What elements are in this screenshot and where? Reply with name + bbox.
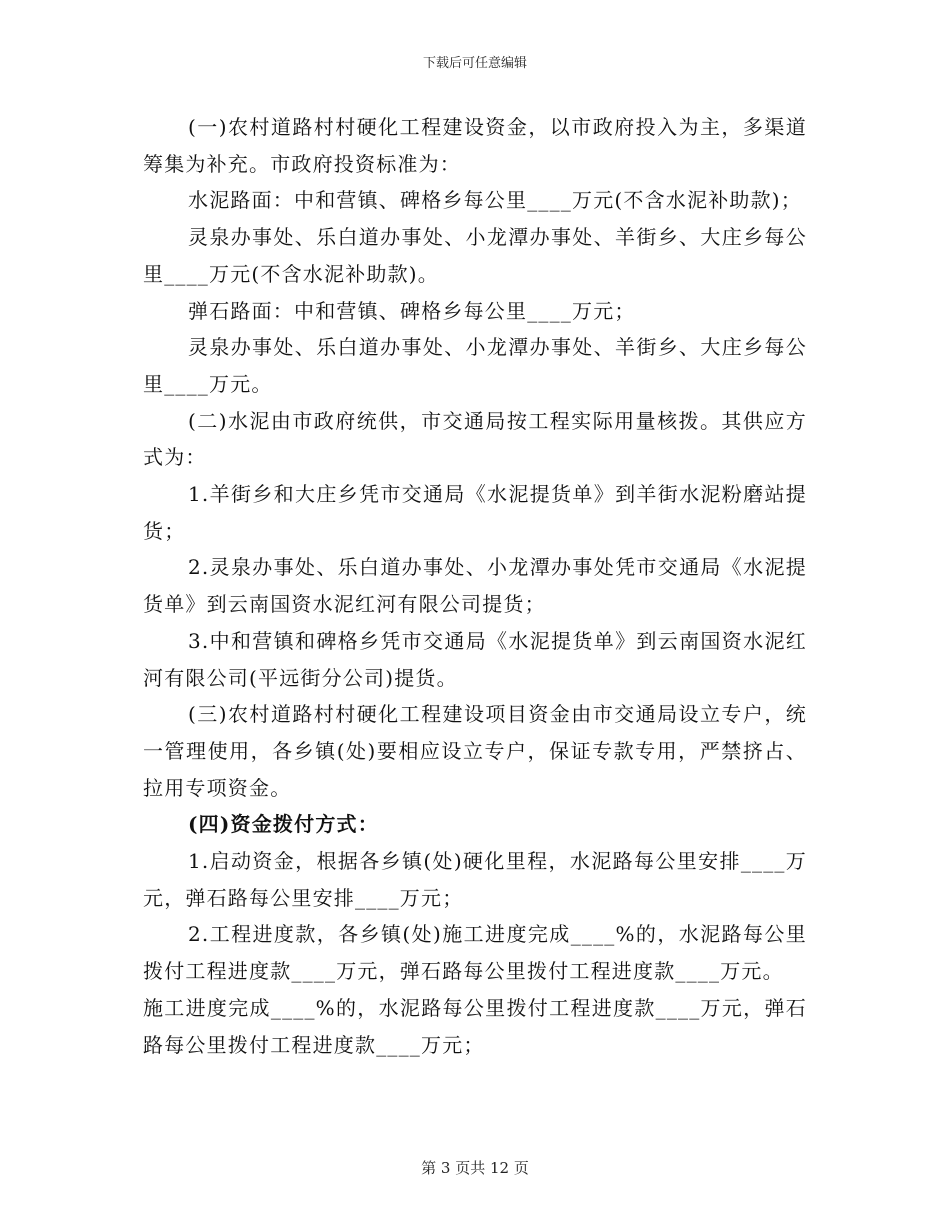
paragraph-7: 1.羊街乡和大庄乡凭市交通局《水泥提货单》到羊街水泥粉磨站提货；: [143, 482, 807, 543]
paragraph-2: 水泥路面：中和营镇、碑格乡每公里____万元(不含水泥补助款)；: [188, 188, 803, 213]
paragraph-8: 2.灵泉办事处、乐白道办事处、小龙潭办事处凭市交通局《水泥提货单》到云南国资水泥红河有限公司提货；: [143, 555, 807, 617]
paragraph-4: 弹石路面：中和营镇、碑格乡每公里____万元；: [188, 298, 636, 323]
paragraph-1: (一)农村道路村村硬化工程建设资金，以市政府投入为主，多渠道筹集为补充。市政府投资标准为：: [143, 115, 807, 176]
page-footer: 第 3 页共 12 页: [421, 1159, 529, 1177]
paragraph-10: (三)农村道路村村硬化工程建设项目资金由市交通局设立专户，统一管理使用，各乡镇(处)要相应设立专户，保证专款专用，严禁挤占、拉用专项资金。: [143, 702, 807, 800]
paragraph-12: 1.启动资金，根据各乡镇(处)硬化里程，水泥路每公里安排____万元，弹石路每公里安排____万元；: [143, 849, 807, 910]
paragraph-3: 灵泉办事处、乐白道办事处、小龙潭办事处、羊街乡、大庄乡每公里____万元(不含水泥补助款)。: [143, 225, 807, 286]
paragraph-continuation: 施工进度完成____%的，水泥路每公里拨付工程进度款____万元，弹石路每公里拨付工程进度款____万元；: [143, 995, 807, 1057]
document-body: [143, 109, 807, 1063]
paragraph-13: 2.工程进度款，各乡镇(处)施工进度完成____%的，水泥路每公里拨付工程进度款____万元，弹石路每公里拨付工程进度款____万元。: [143, 922, 807, 984]
page-header: 下载后可任意编辑: [422, 56, 527, 71]
paragraph-9: 3.中和营镇和碑格乡凭市交通局《水泥提货单》到云南国资水泥红河有限公司(平远街分公司)提货。: [143, 628, 807, 690]
paragraph-5: 灵泉办事处、乐白道办事处、小龙潭办事处、羊街乡、大庄乡每公里____万元。: [143, 335, 807, 396]
section-heading-fund-disbursement: (四)资金拨付方式：: [188, 812, 379, 837]
paragraph-6: (二)水泥由市政府统供，市交通局按工程实际用量核拨。其供应方式为：: [143, 408, 807, 470]
